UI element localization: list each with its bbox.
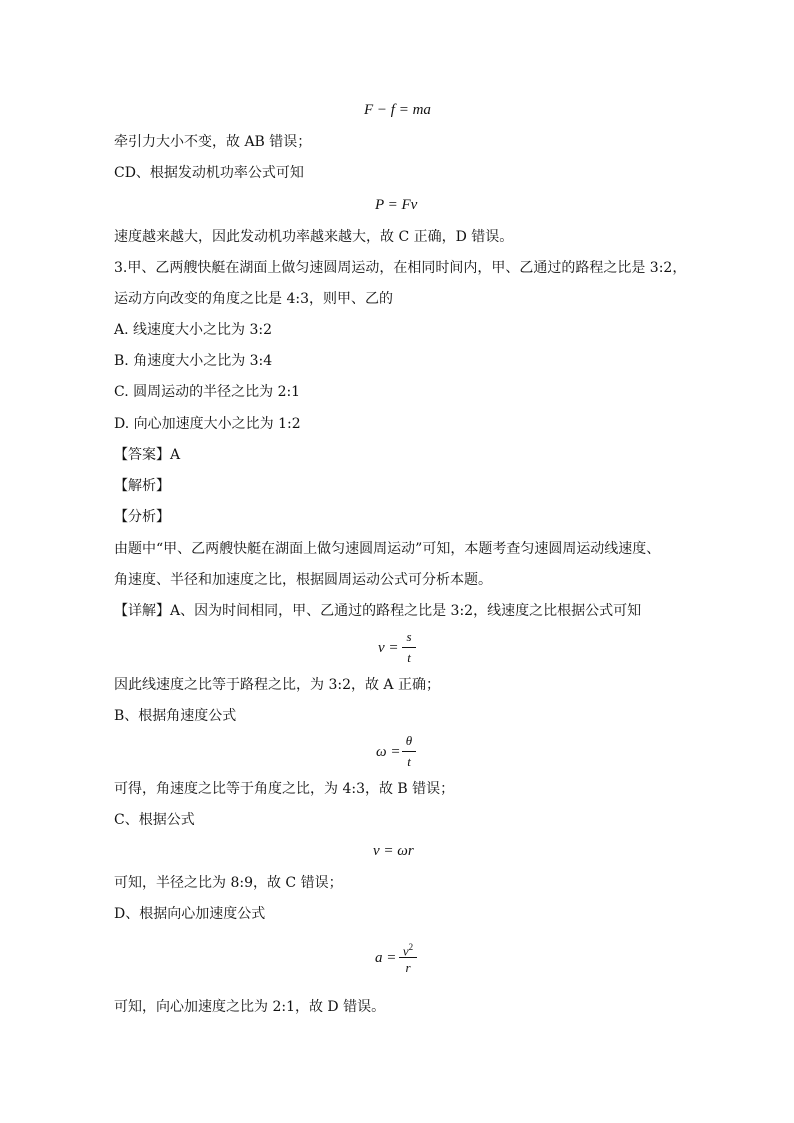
question-stem: 运动方向改变的角度之比是 4:3，则甲、乙的 [114,291,393,307]
numerator-base: v [402,943,409,959]
text-line: C、根据公式 [114,812,195,828]
text-line: 可得，角速度之比等于角度之比，为 4:3，故 B 错误； [114,781,455,797]
text-line: 牵引力大小不变，故 AB 错误； [114,134,312,150]
text-line: 由题中“甲、乙两艘快艇在湖面上做匀速圆周运动”可知，本题考查匀速圆周运动线速度、 [114,541,661,557]
text-line: 可知，半径之比为 8:9，故 C 错误； [114,875,343,891]
text-line: CD、根据发动机功率公式可知 [114,165,304,181]
formula-lhs: a = [375,950,397,966]
fraction-denominator: r [405,960,411,975]
analysis-heading: 【解析】 [114,478,170,494]
fraction-denominator: t [407,650,411,665]
question-stem: 3.甲、乙两艘快艇在湖面上做匀速圆周运动，在相同时间内，甲、乙通过的路程之比是 3:2， [114,260,687,276]
formula-v-omega-r: v = ωr [373,843,414,859]
text-line: D、根据向心加速度公式 [114,906,266,922]
formula-centripetal-acceleration [375,938,419,980]
answer-label: 【答案】A [114,447,181,463]
text-line: 速度越来越大，因此发动机功率越来越大，故 C 正确，D 错误。 [114,229,514,245]
fraction-bar [402,751,416,752]
formula-lhs: v = [378,640,399,656]
detail-heading: 【详解】A、因为时间相同，甲、乙通过的路程之比是 3:2，线速度之比根据公式可知 [114,603,642,619]
fraction-bar [402,647,416,648]
option-d: D. 向心加速度大小之比为 1:2 [114,416,301,432]
formula-angular-velocity [376,732,418,774]
fraction-denominator: t [407,754,411,769]
fenxi-heading: 【分析】 [114,509,170,525]
fraction-numerator: θ [405,733,413,748]
formula-linear-velocity [378,628,418,670]
text-line: 因此线速度之比等于路程之比，为 3:2，故 A 正确； [114,677,440,693]
text-line: 角速度、半径和加速度之比，根据圆周运动公式可分析本题。 [114,572,492,588]
formula-lhs: ω = [376,744,401,760]
formula-power: P = Fv [375,197,418,213]
option-b: B. 角速度大小之比为 3:4 [114,353,273,369]
fraction-numerator: s [406,629,412,644]
numerator-exponent: 2 [408,942,414,952]
text-line: 可知，向心加速度之比为 2:1，故 D 错误。 [114,999,386,1015]
option-c: C. 圆周运动的半径之比为 2:1 [114,384,301,400]
fraction-numerator [399,938,417,959]
text-line: B、根据角速度公式 [114,708,237,724]
option-a: A. 线速度大小之比为 3:2 [114,322,272,338]
formula-newton-second-law: F − f = ma [364,102,431,118]
